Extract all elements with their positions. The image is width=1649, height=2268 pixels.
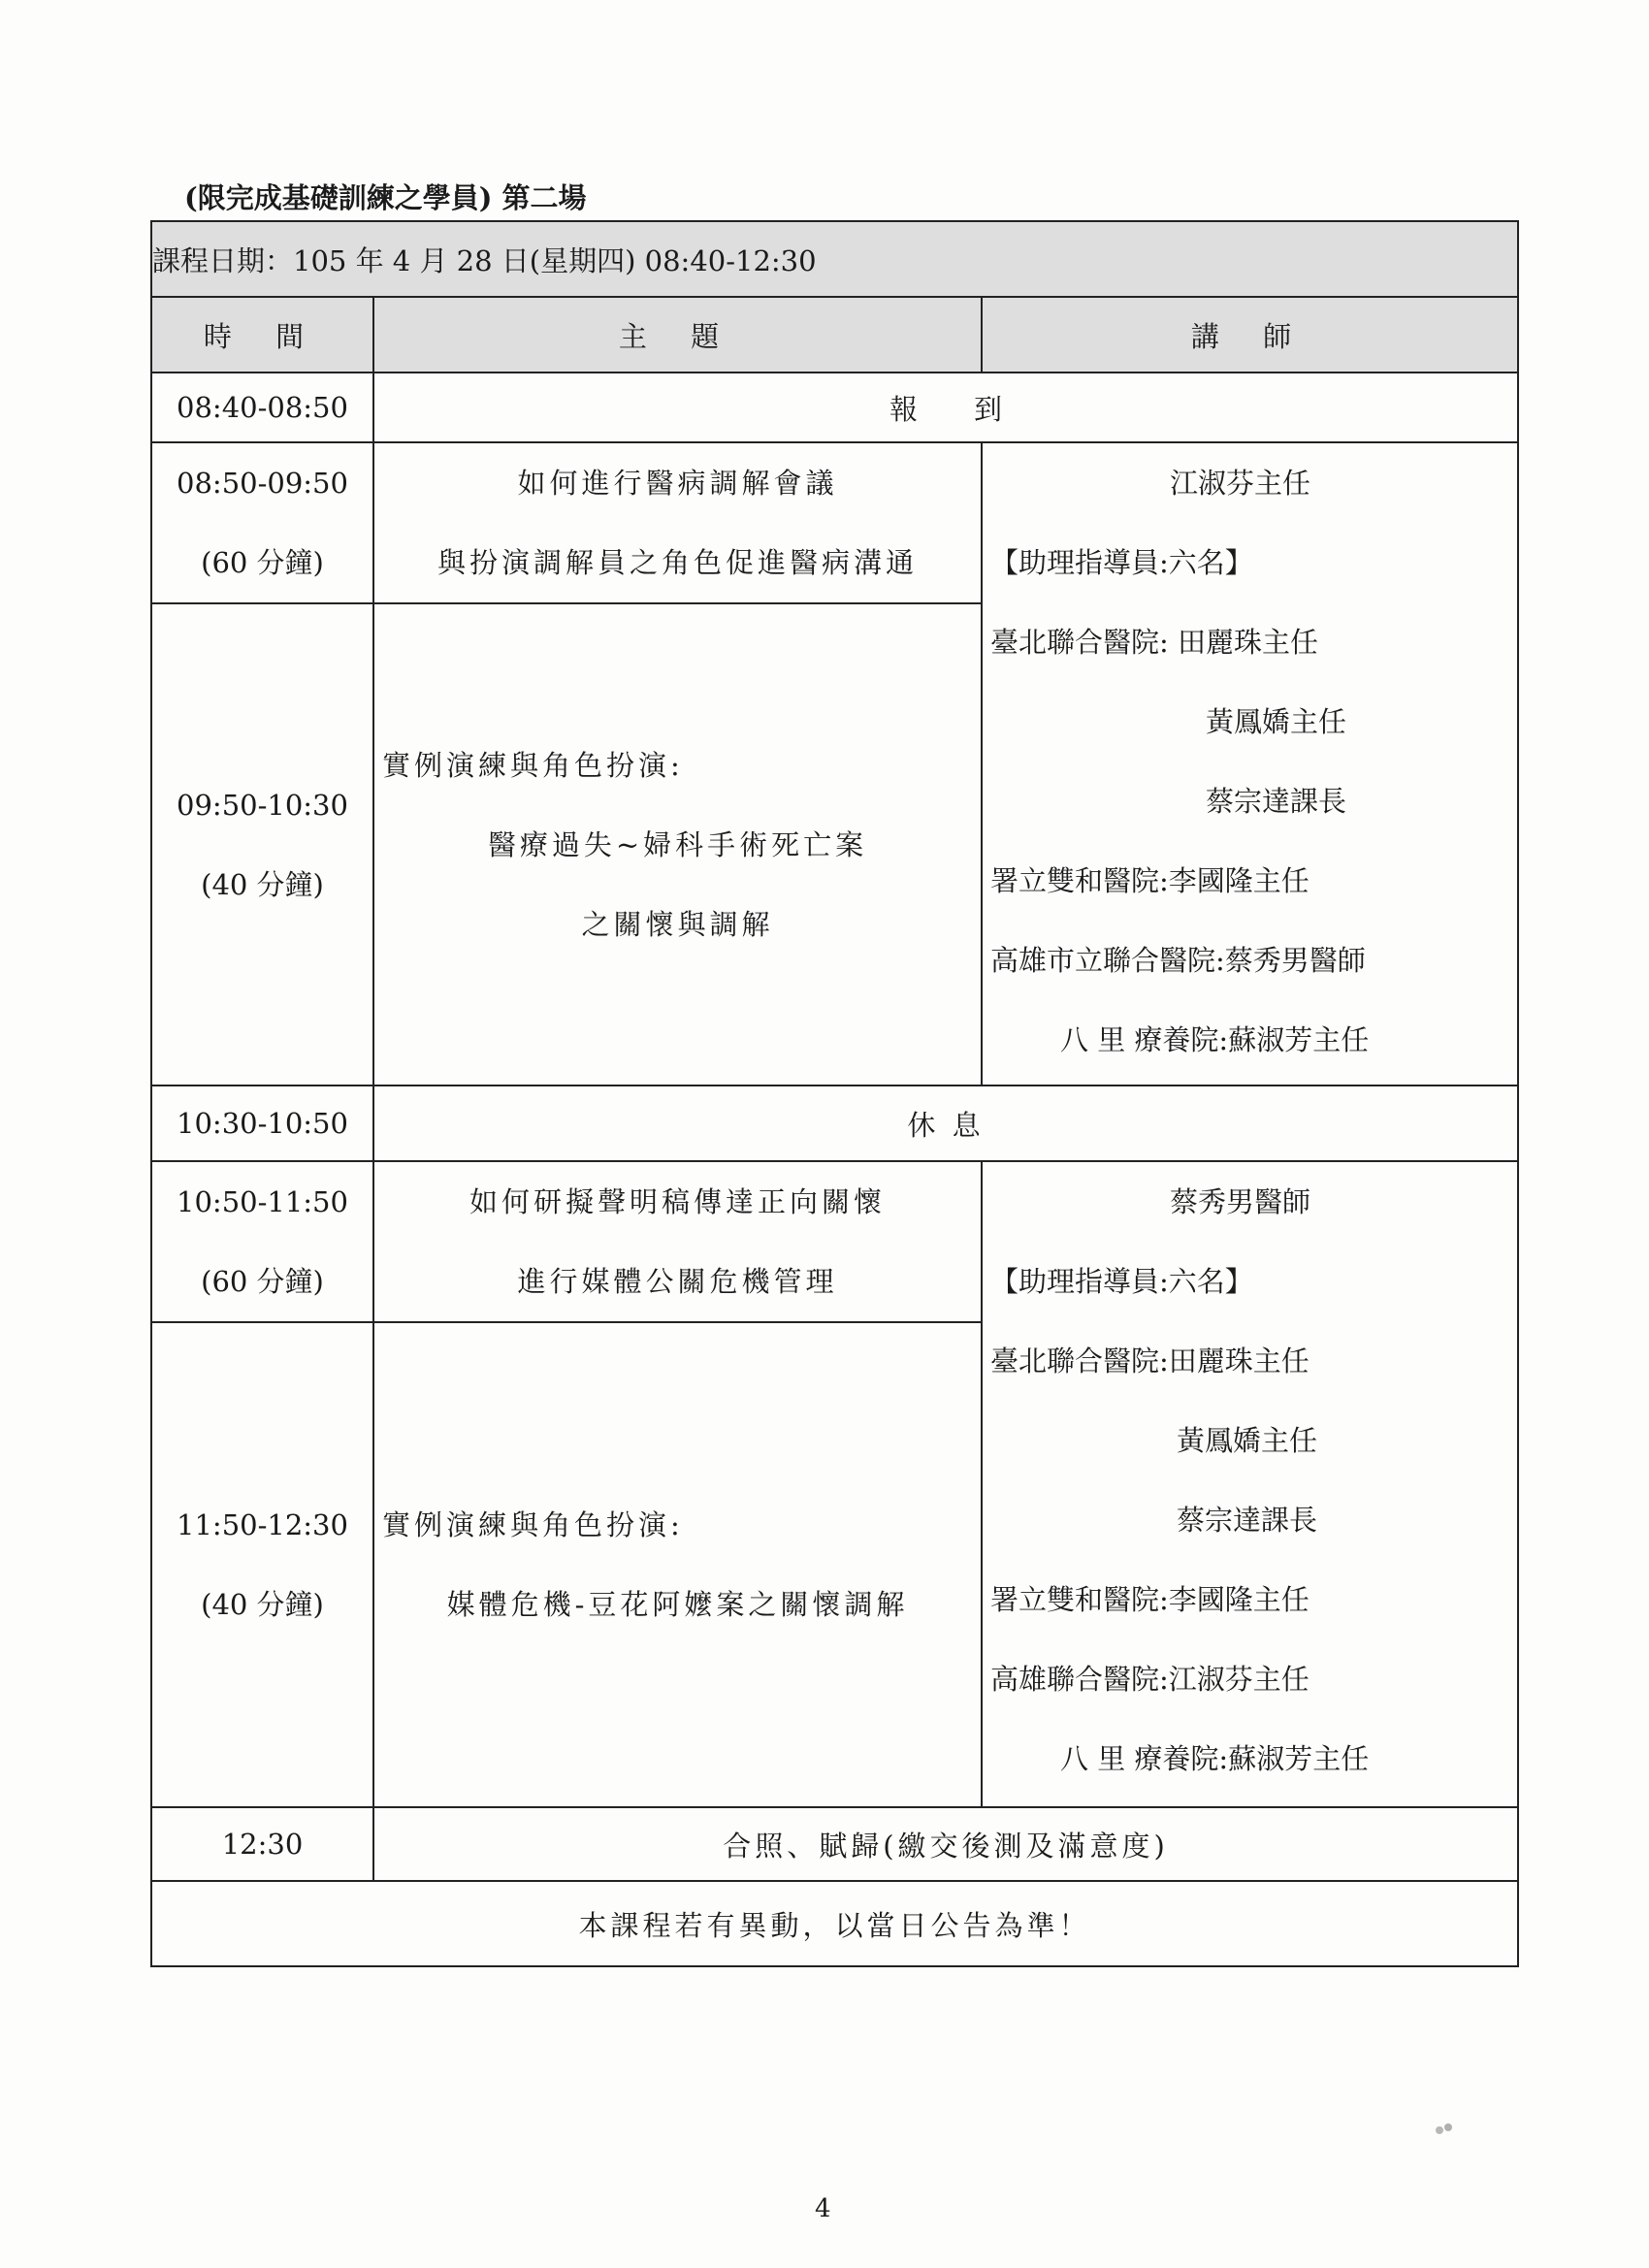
- speaker-a-7: 八 里 療養院:蘇淑芳主任: [1060, 1023, 1370, 1056]
- assistant-heading-b: 【助理指導員:六名】: [990, 1265, 1253, 1298]
- table-row: [151, 1085, 1518, 1161]
- topic-s2-line1: 實例演練與角色扮演:: [382, 748, 684, 782]
- table-row: [151, 1161, 1518, 1322]
- page-title: (限完成基礎訓練之學員) 第二場: [184, 181, 587, 214]
- time-s2: 09:50-10:30: [177, 788, 348, 822]
- header-time: 時 間: [151, 297, 373, 373]
- topic-s4-line1: 實例演練與角色扮演:: [382, 1508, 684, 1541]
- table-row: [151, 1807, 1518, 1881]
- topic-s3-line1: 如何研擬聲明稿傳達正向關懷: [469, 1185, 886, 1218]
- topic-s3-line2: 進行媒體公關危機管理: [517, 1265, 838, 1298]
- duration-s1: (60 分鐘): [201, 546, 324, 579]
- topic-s4-line2: 媒體危機-豆花阿嬤案之關懷調解: [446, 1588, 909, 1621]
- time-s4: 11:50-12:30: [177, 1508, 348, 1541]
- speaker-b-3: 黃鳳嬌主任: [1177, 1424, 1318, 1457]
- speaker-b-6: 高雄聯合醫院:江淑芬主任: [990, 1663, 1310, 1696]
- header-speaker: 講 師: [982, 297, 1518, 373]
- speaker-a-4: 蔡宗達課長: [1206, 785, 1347, 818]
- topic-closing: 合照、賦歸(繳交後測及滿意度): [373, 1807, 1518, 1881]
- topic-s2-line2: 醫療過失~婦科手術死亡案: [487, 827, 868, 861]
- schedule-table: [150, 220, 1519, 1967]
- time-s1: 08:50-09:50: [177, 467, 348, 500]
- speaker-b-4: 蔡宗達課長: [1177, 1504, 1318, 1537]
- speaker-main-a: 江淑芬主任: [1170, 467, 1311, 500]
- speaker-a-2: 臺北聯合醫院: 田麗珠主任: [990, 626, 1318, 659]
- time-s3: 10:50-11:50: [177, 1185, 348, 1218]
- speaker-b-2: 臺北聯合醫院:田麗珠主任: [990, 1345, 1310, 1377]
- duration-s4: (40 分鐘): [201, 1588, 324, 1621]
- course-date: 課程日期：105 年 4 月 28 日(星期四) 08:40-12:30: [151, 221, 1518, 297]
- time-checkin: 08:40-08:50: [151, 373, 373, 442]
- footer-note: 本課程若有異動，以當日公告為準！: [151, 1881, 1518, 1966]
- duration-s3: (60 分鐘): [201, 1265, 324, 1298]
- speaker-b-7: 八 里 療養院:蘇淑芳主任: [1060, 1742, 1370, 1775]
- topic-break: 休 息: [373, 1085, 1518, 1161]
- speaker-main-b: 蔡秀男醫師: [1170, 1185, 1311, 1218]
- table-row: [151, 373, 1518, 442]
- page-number: 4: [815, 2194, 831, 2223]
- topic-s1-line2: 與扮演調解員之角色促進醫病溝通: [436, 546, 918, 579]
- table-row: [151, 442, 1518, 603]
- date-row: [151, 221, 1518, 297]
- duration-s2: (40 分鐘): [201, 867, 324, 901]
- scan-speck: [1434, 2122, 1455, 2136]
- assistant-heading-a: 【助理指導員:六名】: [990, 546, 1253, 579]
- speaker-b-5: 署立雙和醫院:李國隆主任: [990, 1583, 1310, 1616]
- time-break: 10:30-10:50: [151, 1085, 373, 1161]
- speaker-a-3: 黃鳳嬌主任: [1206, 705, 1347, 738]
- header-row: [151, 297, 1518, 373]
- topic-checkin: 報 到: [373, 373, 1518, 442]
- topic-s2-line3: 之關懷與調解: [581, 907, 774, 941]
- header-topic: 主 題: [373, 297, 982, 373]
- table-row: [151, 1881, 1518, 1966]
- topic-s1-line1: 如何進行醫病調解會議: [517, 467, 838, 500]
- speaker-a-5: 署立雙和醫院:李國隆主任: [990, 864, 1310, 897]
- speaker-a-6: 高雄市立聯合醫院:蔡秀男醫師: [990, 944, 1366, 977]
- time-closing: 12:30: [151, 1807, 373, 1881]
